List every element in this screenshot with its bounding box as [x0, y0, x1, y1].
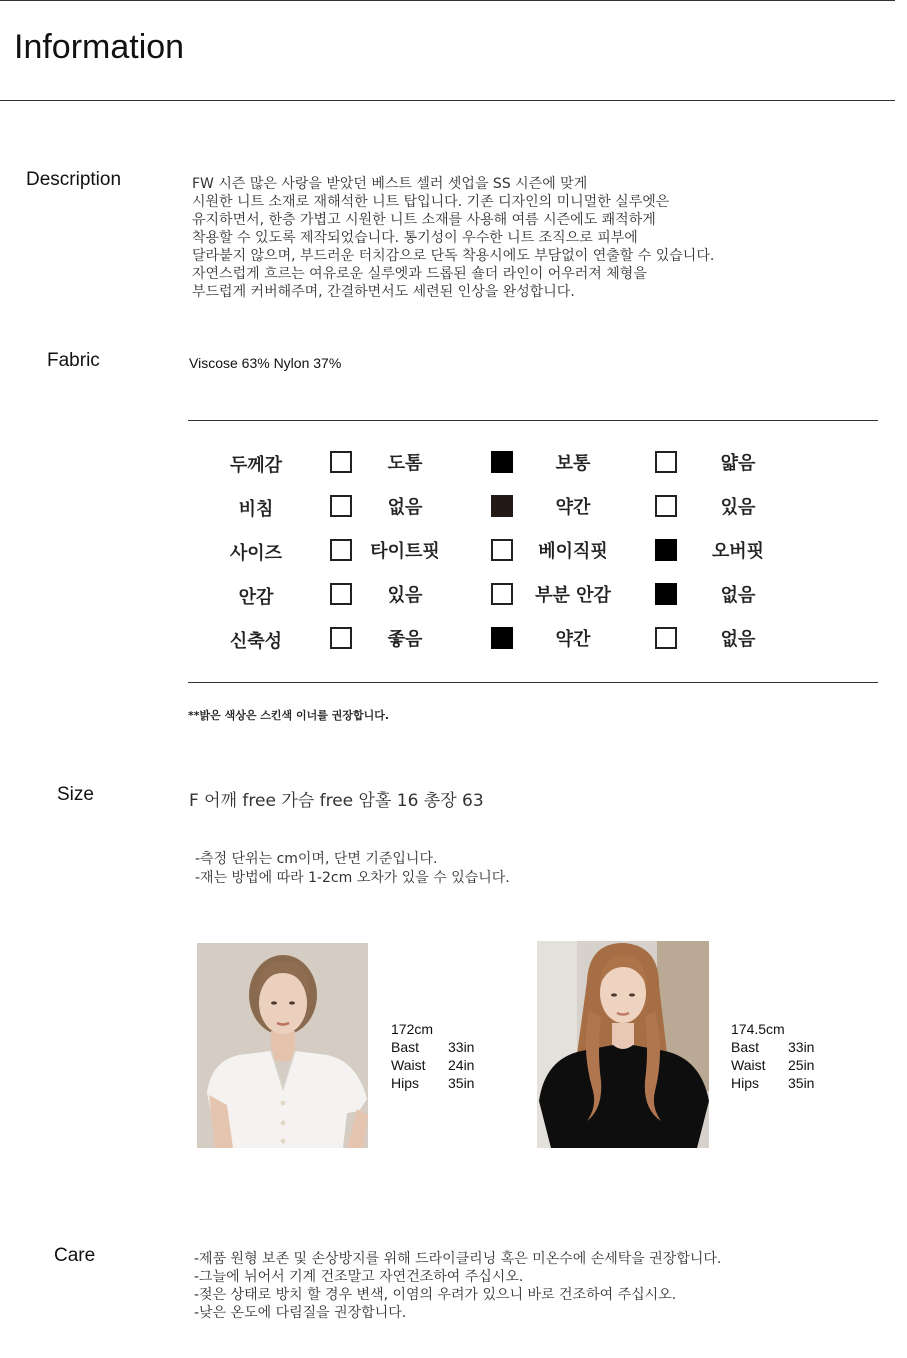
attribute-option-label: 있음 — [387, 585, 423, 606]
stat-value: 33in — [788, 1039, 815, 1055]
stat-key: Waist — [731, 1057, 766, 1073]
attribute-option-label: 부분 안감 — [535, 585, 611, 606]
attribute-label: 비침 — [238, 499, 274, 520]
attribute-option-label: 없음 — [720, 629, 756, 650]
size-measurements: F 어깨 free 가슴 free 암홀 16 총장 63 — [189, 791, 484, 811]
care-line: -그늘에 뉘어서 기계 건조말고 자연건조하여 주십시오. — [194, 1269, 524, 1285]
description-body — [192, 175, 714, 301]
attribute-option-label: 베이직핏 — [538, 541, 608, 562]
model-info-black — [731, 1020, 814, 1092]
attribute-option-label: 약간 — [555, 497, 591, 518]
attribute-option-label: 있음 — [720, 497, 756, 518]
stat-key: Bast — [391, 1039, 420, 1055]
top-rule — [0, 0, 895, 1]
attribute-option-label: 도톰 — [387, 453, 423, 474]
size-notes — [195, 850, 510, 888]
stat-value: 35in — [448, 1075, 475, 1091]
model-stat-row — [391, 1056, 474, 1074]
stat-key: Bast — [731, 1039, 760, 1055]
description-line: 자연스럽게 흐르는 여유로운 실루엣과 드롭된 숄더 라인이 어우러져 체형을 — [192, 266, 647, 282]
attribute-label: 신축성 — [229, 631, 283, 652]
model-stat-row — [731, 1056, 814, 1074]
attribute-option-label: 좋음 — [387, 629, 423, 650]
stat-key: Waist — [391, 1057, 426, 1073]
attribute-option-label: 보통 — [555, 453, 591, 474]
size-label: Size — [57, 784, 94, 805]
fabric-composition: Viscose 63% Nylon 37% — [189, 355, 342, 371]
attribute-option-label: 타이트핏 — [370, 541, 440, 562]
size-note: -측정 단위는 cm이며, 단면 기준입니다. — [195, 851, 438, 867]
stat-key: Hips — [391, 1075, 420, 1091]
attribute-label: 안감 — [238, 587, 274, 608]
description-line: 달라붙지 않으며, 부드러운 터치감으로 단독 착용시에도 부담없이 연출할 수 있습니다. — [192, 248, 715, 264]
model-stat-row — [391, 1074, 474, 1092]
stat-value: 25in — [788, 1057, 815, 1073]
grid-bottom-rule — [188, 682, 878, 683]
care-instructions — [194, 1250, 721, 1322]
attribute-label: 사이즈 — [229, 543, 283, 564]
description-line: FW 시즌 많은 사랑을 받았던 베스트 셀러 셋업을 SS 시즌에 맞게 — [192, 176, 588, 192]
size-note: -재는 방법에 따라 1-2cm 오차가 있을 수 있습니다. — [195, 870, 510, 886]
stat-value: 24in — [448, 1057, 475, 1073]
model-info-white — [391, 1020, 474, 1092]
model-photo-black — [537, 941, 709, 1148]
attribute-option-label: 약간 — [555, 629, 591, 650]
stat-key: Hips — [731, 1075, 760, 1091]
fabric-label: Fabric — [47, 350, 100, 371]
title-rule — [0, 100, 895, 101]
model-height: 174.5cm — [731, 1021, 785, 1037]
model-height: 172cm — [391, 1021, 434, 1037]
model-stat-row — [731, 1074, 814, 1092]
attribute-label: 두께감 — [229, 455, 283, 476]
care-line: -젖은 상태로 방치 할 경우 변색, 이염의 우려가 있으니 바로 건조하여 주십시오. — [194, 1287, 677, 1303]
skin-inner-note: **밝은 색상은 스킨색 이너를 권장합니다. — [188, 709, 390, 722]
stat-value: 35in — [788, 1075, 815, 1091]
attribute-option-label: 없음 — [720, 585, 756, 606]
description-line: 시원한 니트 소재로 재해석한 니트 탑입니다. 기존 디자인의 미니멀한 실루엣은 — [192, 194, 670, 210]
model-photo-white — [197, 943, 368, 1148]
model-stat-row — [731, 1038, 814, 1056]
attribute-option-label: 오버핏 — [711, 541, 765, 562]
care-line: -제품 원형 보존 및 손상방지를 위해 드라이클리닝 혹은 미온수에 손세탁을 권장합니다. — [194, 1251, 722, 1267]
attribute-option-label: 없음 — [387, 497, 423, 518]
description-line: 착용할 수 있도록 제작되었습니다. 통기성이 우수한 니트 조직으로 피부에 — [192, 230, 638, 246]
care-line: -낮은 온도에 다림질을 권장합니다. — [194, 1305, 407, 1321]
description-line: 부드럽게 커버해주며, 간결하면서도 세련된 인상을 완성합니다. — [192, 284, 575, 300]
model-stat-row — [391, 1038, 474, 1056]
stat-value: 33in — [448, 1039, 475, 1055]
description-line: 유지하면서, 한층 가볍고 시원한 니트 소재를 사용해 여름 시즌에도 쾌적하게 — [192, 212, 656, 228]
description-label: Description — [26, 169, 122, 190]
care-label: Care — [54, 1245, 96, 1266]
attribute-option-label: 얇음 — [720, 453, 756, 474]
grid-top-rule — [188, 420, 878, 421]
page-title: Information — [14, 28, 185, 66]
